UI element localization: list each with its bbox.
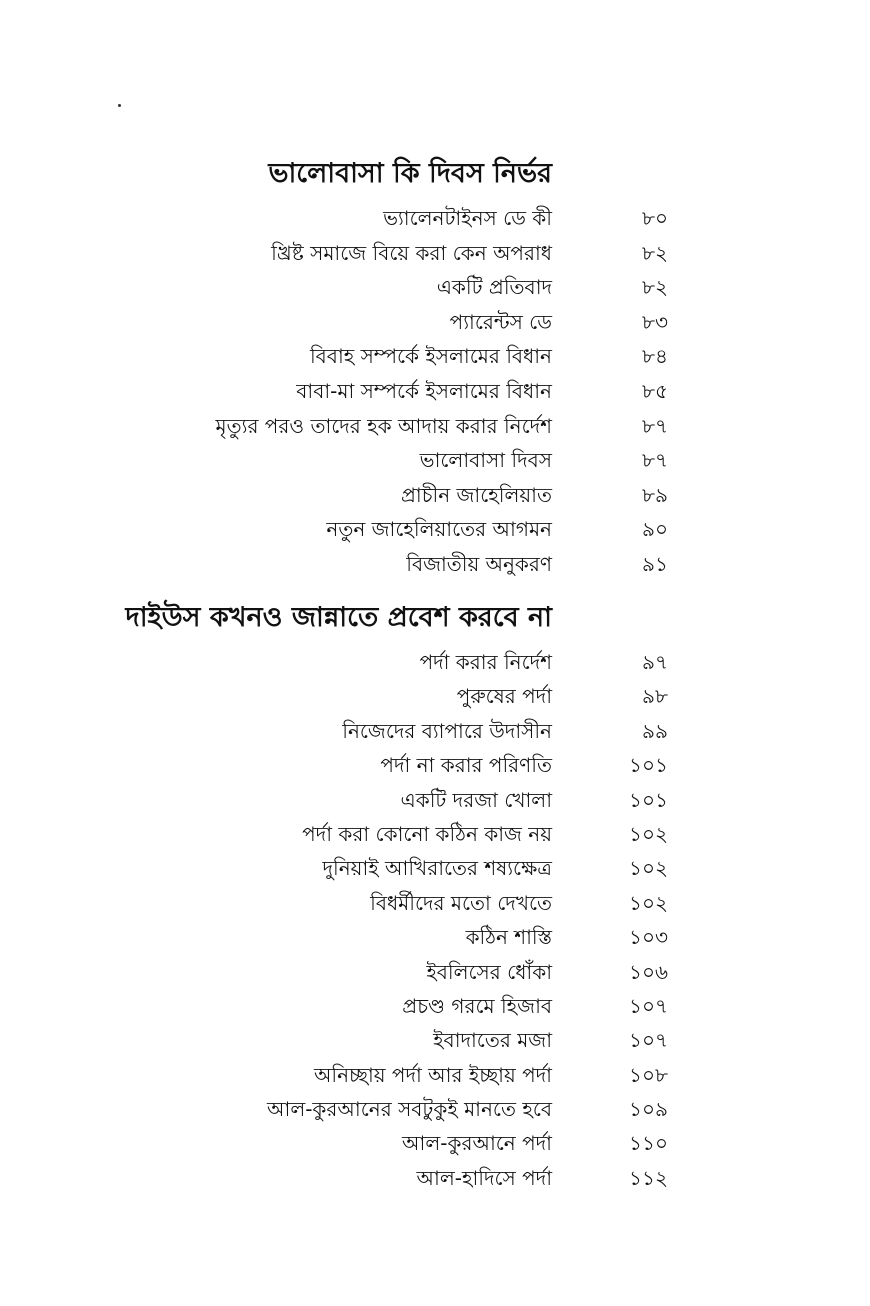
entry-title: অনিচ্ছায় পর্দা আর ইচ্ছায় পর্দা [314,1062,552,1087]
entry-title: ভালোবাসা দিবস [419,448,552,473]
entry-title: বিধর্মীদের মতো দেখতে [370,890,552,915]
entry-page-number: ৮৩ [642,309,668,334]
toc-entry[interactable] [0,1023,870,1057]
toc-entry[interactable] [0,1161,870,1195]
entry-title: ইবলিসের ধোঁকা [426,959,552,984]
entry-page-number: ৯১ [642,551,668,576]
toc-entry[interactable] [0,236,870,271]
entry-page-number: ৮০ [642,206,668,230]
entry-title: পর্দা করা কোনো কঠিন কাজ নয় [302,821,552,846]
entry-title: একটি দরজা খোলা [400,787,552,812]
entry-page-number: ৮৯ [642,482,668,507]
entry-title: প্রাচীন জাহেলিয়াত [401,482,552,507]
entry-title: একটি প্রতিবাদ [436,275,552,300]
entry-page-number: ১০১ [629,753,668,778]
toc-entry[interactable] [0,374,870,409]
page-speck [118,104,121,107]
entry-page-number: ১০২ [629,890,668,915]
toc-entry[interactable] [0,339,870,374]
toc-entry[interactable] [0,748,870,782]
entry-title: বাবা-মা সম্পর্কে ইসলামের বিধান [296,378,552,403]
toc-entry[interactable] [0,547,870,582]
toc-entry[interactable] [0,783,870,817]
toc-entry[interactable] [0,817,870,851]
toc-entry[interactable] [0,512,870,547]
toc-entry[interactable] [0,1126,870,1160]
entry-page-number: ১০৮ [629,1062,668,1087]
toc-entry[interactable] [0,920,870,954]
toc-entry[interactable] [0,645,870,679]
entry-title: নিজেদের ব্যাপারে উদাসীন [342,718,552,743]
toc-entry[interactable] [0,1058,870,1092]
section-title: দাইউস কখনও জান্নাতে প্রবেশ করবে না [125,602,552,633]
entry-page-number: ৯৯ [642,718,668,743]
entry-page-number: ১০৯ [629,1097,668,1122]
entry-title: কঠিন শাস্তি [465,925,552,950]
entry-title: পুরুষের পর্দা [456,684,552,709]
toc-entry[interactable] [0,851,870,885]
entry-page-number: ১০৩ [629,925,668,950]
entry-title: প্রচণ্ড গরমে হিজাব [402,993,552,1018]
toc-entry[interactable] [0,443,870,478]
entry-page-number: ৮২ [642,240,668,265]
entry-page-number: ১০২ [629,856,668,881]
entry-title: বিবাহ সম্পর্কে ইসলামের বিধান [309,344,552,369]
toc-entry[interactable] [0,714,870,748]
toc-entry[interactable] [0,989,870,1023]
entry-title: নতুন জাহেলিয়াতের আগমন [326,517,552,542]
entry-title: আল-হাদিসে পর্দা [416,1165,552,1190]
section-title: ভালোবাসা কি দিবস নির্ভর [268,158,552,189]
entry-page-number: ৮৪ [642,344,668,369]
toc-entry[interactable] [0,305,870,340]
entry-title: মৃত্যুর পরও তাদের হক আদায় করার নির্দেশ [215,413,552,438]
toc-entry[interactable] [0,886,870,920]
toc-entry[interactable] [0,1092,870,1126]
entry-page-number: ৮৭ [642,413,668,438]
entry-page-number: ১০২ [629,821,668,846]
entry-page-number: ৮৭ [642,448,668,473]
entry-page-number: ১০৭ [629,993,668,1018]
entry-title: খ্রিষ্ট সমাজে বিয়ে করা কেন অপরাধ [271,240,552,265]
entry-page-number: ৯০ [642,517,668,542]
entry-page-number: ১১০ [629,1131,668,1156]
section-entries [0,201,870,582]
toc-entry[interactable] [0,201,870,236]
toc-entry[interactable] [0,679,870,713]
entry-page-number: ১০৭ [629,1028,668,1053]
entry-page-number: ১১২ [629,1165,668,1190]
entry-page-number: ৯৭ [642,650,668,674]
section-entries [0,645,870,1195]
entry-title: পর্দা না করার পরিণতি [380,753,552,778]
entry-title: পর্দা করার নির্দেশ [419,650,552,674]
entry-title: বিজাতীয় অনুকরণ [406,551,552,576]
entry-title: আল-কুরআনের সবটুকুই মানতে হবে [266,1097,552,1122]
entry-title: আল-কুরআনে পর্দা [402,1131,552,1156]
entry-page-number: ৮২ [642,275,668,300]
entry-title: ইবাদাতের মজা [433,1028,552,1053]
entry-page-number: ৯৮ [642,684,668,709]
entry-page-number: ১০৬ [629,959,668,984]
toc-entry[interactable] [0,409,870,444]
entry-title: ভ্যালেনটাইনস ডে কী [383,206,552,230]
entry-title: দুনিয়াই আখিরাতের শষ্যক্ষেত্র [322,856,552,881]
entry-page-number: ১০১ [629,787,668,812]
entry-title: প্যারেন্টস ডে [449,309,552,334]
toc-entry[interactable] [0,955,870,989]
toc-entry[interactable] [0,270,870,305]
toc-entry[interactable] [0,478,870,513]
entry-page-number: ৮৫ [642,378,668,403]
